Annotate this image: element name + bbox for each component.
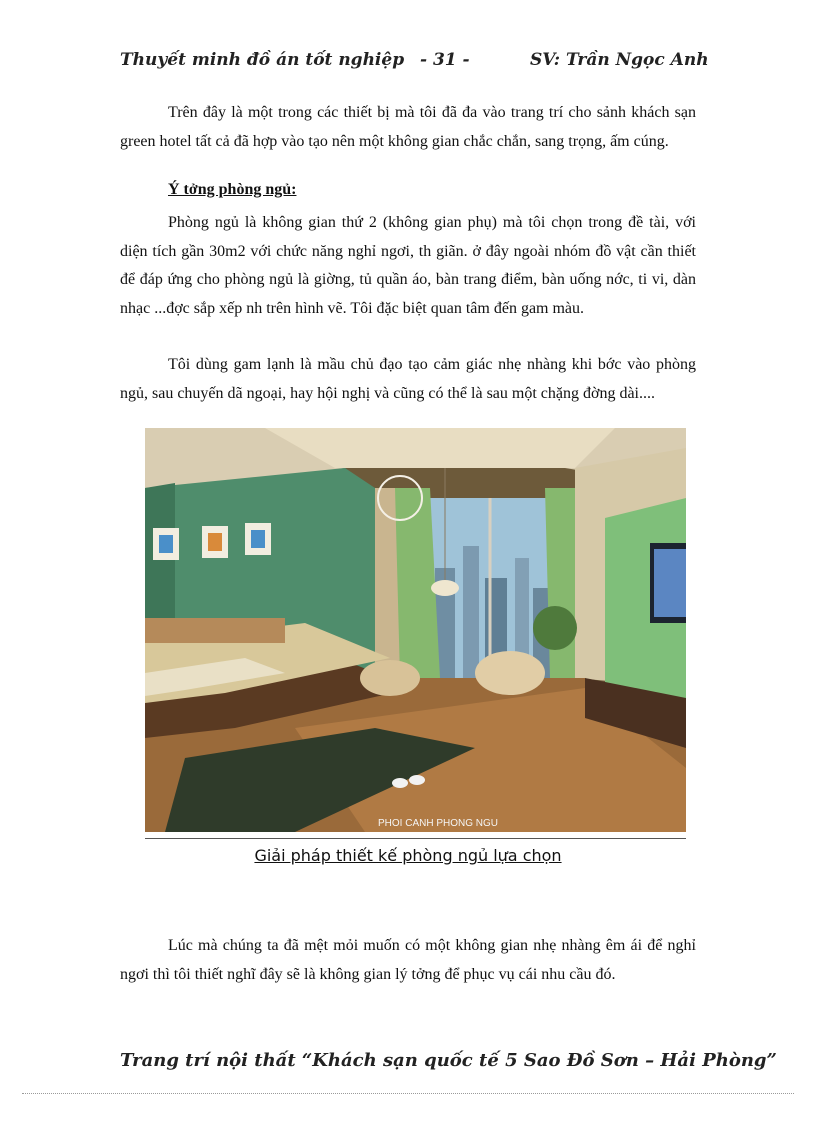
page-footer: Trang trí nội thất “Khách sạn quốc tế 5 Sao Đồ Sơn – Hải Phòng” — [120, 1050, 777, 1071]
page-header — [120, 50, 710, 78]
figure-caption: Giải pháp thiết kế phòng ngủ lựa chọn — [254, 846, 562, 865]
figure-rule — [145, 838, 686, 839]
paragraph-lobby-summary: Trên đây là một trong các thiết bị mà tôi đã đa vào trang trí cho sảnh khách sạn green hotel tất cả đã hợp vào tạo nên một không gian chắc chắn, sang trọng, ấm cúng. — [120, 104, 696, 150]
paragraph-conclusion: Lúc mà chúng ta đã mệt mỏi muốn có một không gian nhẹ nhàng êm ái để nghỉ ngơi thì tôi thiết nghĩ đây sẽ là không gian lý tởng để phục vụ cái nhu cầu đó. — [120, 937, 696, 983]
subheading-bedroom-idea: Ý tởng phòng ngủ: — [168, 181, 297, 198]
paragraph-bedroom-description: Phòng ngủ là không gian thứ 2 (không gian phụ) mà tôi chọn trong đề tài, với diện tích gần 30m2 với chức năng nghỉ ngơi, th giãn. ở đây ngoài nhóm đồ vật cần thiết để đáp ứng cho phòng ngủ là giờng, tủ quần áo, bàn trang điểm, bàn uống nớc, ti vi, dàn nhạc ...đợc sắp xếp nh trên hình vẽ. Tôi đặc biệt quan tâm đến gam màu. — [120, 214, 696, 317]
header-page-number: - 31 - — [420, 50, 470, 70]
header-author: SV: Trần Ngọc Anh — [530, 50, 709, 70]
header-doc-title: Thuyết minh đồ án tốt nghiệp — [120, 50, 405, 70]
bedroom-rendering-image — [145, 428, 686, 832]
page-bottom-divider — [22, 1093, 794, 1094]
paragraph-color-scheme: Tôi dùng gam lạnh là mầu chủ đạo tạo cảm giác nhẹ nhàng khi bớc vào phòng ngủ, sau chuyến dã ngoại, hay hội nghị và cũng có thể là sau một chặng đờng dài.... — [120, 356, 696, 402]
image-watermark: PHOI CANH PHONG NGU — [378, 818, 499, 829]
